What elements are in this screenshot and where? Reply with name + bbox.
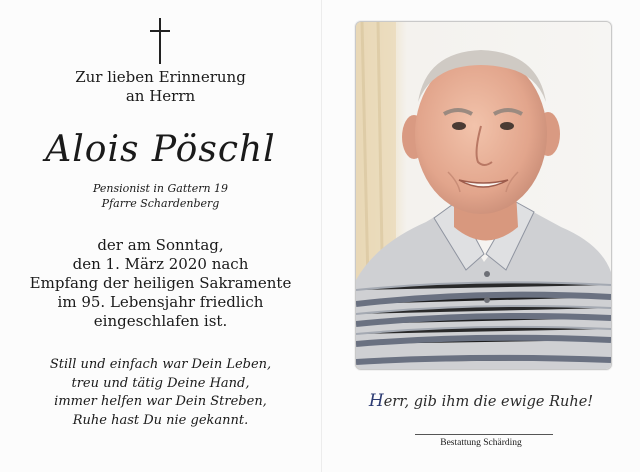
intro-line-1: Zur lieben Erinnerung (75, 68, 246, 86)
poem-line: Ruhe hast Du nie gekannt. (72, 412, 249, 428)
portrait-illustration (356, 22, 611, 369)
poem-line: immer helfen war Dein Streben, (54, 394, 267, 409)
divider (415, 434, 553, 435)
poem-line: Still und einfach war Dein Leben, (49, 357, 272, 372)
intro-text (0, 68, 321, 106)
notice-line: den 1. März 2020 nach (72, 255, 249, 273)
notice-line: im 95. Lebensjahr friedlich (57, 293, 264, 311)
poem-line: treu und tätig Deine Hand, (71, 375, 250, 391)
occupation-line-2: Pfarre Schardenberg (101, 197, 220, 210)
motto-initial: H (368, 391, 384, 411)
cross-icon (148, 18, 172, 64)
occupation-line-1: Pensionist in Gattern 19 (92, 182, 229, 195)
poem (0, 356, 321, 430)
intro-line-2: an Herrn (125, 87, 196, 105)
notice-line: der am Sonntag, (97, 236, 224, 254)
death-notice (0, 236, 321, 331)
deceased-name: Alois Pöschl (45, 129, 276, 170)
motto-text: err, gib ihm die ewige Ruhe! (383, 394, 594, 410)
notice-line: Empfang der heiligen Sakramente (29, 274, 292, 292)
undertaker-name: Bestattung Schärding (440, 438, 522, 448)
notice-line: eingeschlafen ist. (93, 312, 228, 330)
portrait-photo (355, 21, 612, 370)
occupation (0, 181, 321, 211)
motto (322, 391, 640, 411)
